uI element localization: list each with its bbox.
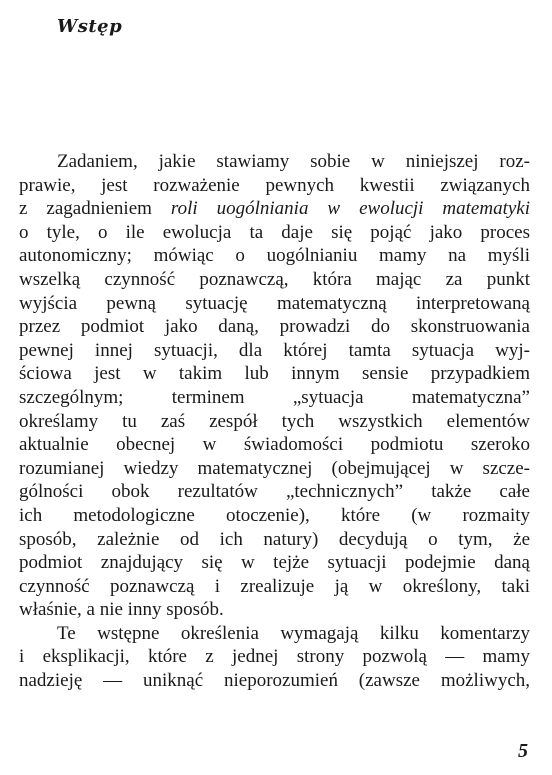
body-text <box>19 150 530 693</box>
text-line: wszelką czynność poznawczą, która mając za punkt <box>19 268 530 290</box>
text-line: sposób, zależnie od ich natury) decydują o tym, że <box>19 528 530 550</box>
text-line-emphasis <box>19 197 530 221</box>
text-line: prawie, jest rozważenie pewnych kwestii związanych <box>19 174 530 196</box>
text-line: aktualnie obecnej w świadomości podmiotu szeroko <box>19 434 530 456</box>
text-line: czynność poznawczą i zrealizuje ją w określony, taki <box>19 575 530 597</box>
text-line: przez podmiot jako daną, prowadzi do skonstruowania <box>19 316 530 338</box>
text-line: wyjścia pewną sytuację matematyczną interpretowaną <box>19 292 530 314</box>
text-line-start: z zagadnieniem <box>19 198 152 220</box>
text-line: pewnej innej sytuacji, dla której tamta sytuacja wyj- <box>19 339 530 361</box>
text-line: autonomiczny; mówiąc o uogólnianiu mamy na myśli <box>19 245 530 267</box>
text-line: ich metodologiczne otoczenie), które (w rozmaity <box>19 504 530 526</box>
text-line: określamy tu zaś zespół tych wszystkich elementów <box>19 410 530 432</box>
text-line: i eksplikacji, które z jednej strony pozwolą — mamy <box>19 646 530 668</box>
page-number: 5 <box>518 740 528 762</box>
text-line: Te wstępne określenia wymagają kilku komentarzy <box>57 622 530 644</box>
paragraph-2 <box>19 622 530 693</box>
chapter-heading: Wstęp <box>57 16 123 37</box>
text-line: gólności obok rezultatów „technicznych” także całe <box>19 481 530 503</box>
text-line: rozumianej wiedzy matematycznej (obejmującej w szcze- <box>19 457 530 479</box>
text-line: Zadaniem, jakie stawiamy sobie w niniejszej roz- <box>57 151 530 172</box>
emphasized-phrase: roli uogólniania w ewolucji matematyki <box>170 198 531 220</box>
text-line: nadzieję — uniknąć nieporozumień (zawsze możliwych, <box>19 670 530 692</box>
paragraph-1 <box>19 150 530 622</box>
text-line: o tyle, o ile ewolucja ta daje się pojąć jako proces <box>19 221 530 243</box>
text-line: szczególnym; terminem „sytuacja matematyczna” <box>19 386 530 408</box>
text-line: podmiot znajdujący się w tejże sytuacji podejmie daną <box>19 552 530 574</box>
text-line: właśnie, a nie inny sposób. <box>19 599 224 621</box>
text-line: ściowa jest w takim lub innym sensie przypadkiem <box>19 363 530 385</box>
